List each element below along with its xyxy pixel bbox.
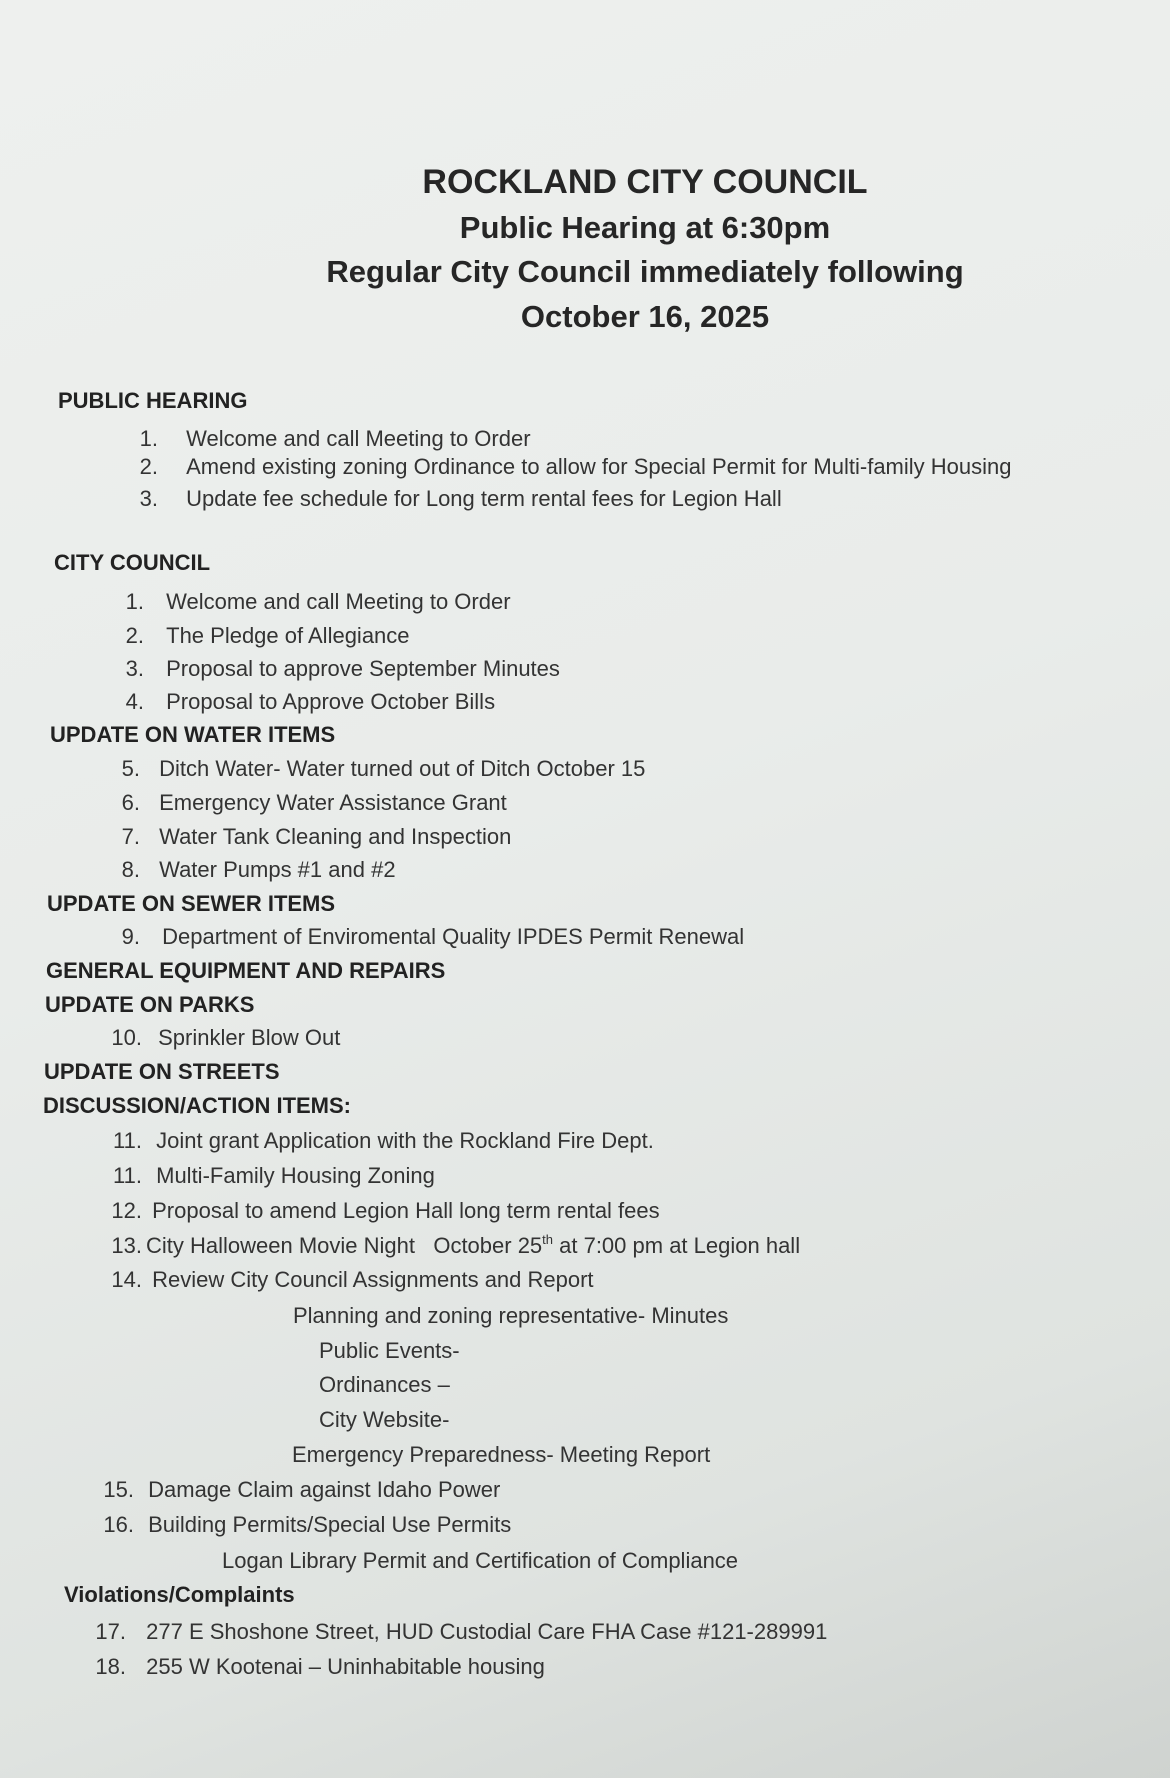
item-number: 12.	[111, 1198, 142, 1223]
list-item	[118, 589, 511, 615]
item-number: 4.	[125, 689, 144, 714]
assignment-line: City Website-	[319, 1407, 450, 1432]
council-title: ROCKLAND CITY COUNCIL	[422, 163, 868, 201]
list-item	[132, 486, 782, 512]
item-text: Proposal to amend Legion Hall long term rental fees	[152, 1198, 660, 1223]
item-number: 2.	[139, 454, 158, 479]
list-item	[114, 824, 511, 850]
item-number: 10.	[111, 1025, 142, 1050]
ordinal-superscript: th	[542, 1232, 554, 1247]
regular-meeting-note: Regular City Council immediately following	[326, 254, 964, 289]
item-number: 9.	[121, 924, 140, 949]
section-heading-streets: UPDATE ON STREETS	[44, 1059, 280, 1084]
item-text: Damage Claim against Idaho Power	[148, 1477, 501, 1502]
list-item	[114, 756, 645, 782]
item-text: Update fee schedule for Long term rental fees for Legion Hall	[186, 486, 782, 511]
assignment-line: Emergency Preparedness- Meeting Report	[292, 1442, 711, 1467]
section-heading-equipment: GENERAL EQUIPMENT AND REPAIRS	[46, 958, 446, 983]
item-text-continued: at 7:00 pm at Legion hall	[553, 1233, 801, 1258]
item-text: Emergency Water Assistance Grant	[159, 790, 507, 815]
item-text: 255 W Kootenai – Uninhabitable housing	[146, 1654, 545, 1679]
list-item	[118, 656, 560, 682]
item-number: 13.	[111, 1233, 142, 1258]
item-number: 14.	[111, 1267, 142, 1292]
item-text: Sprinkler Blow Out	[158, 1025, 341, 1050]
item-number: 2.	[125, 623, 144, 648]
hearing-time: Public Hearing at 6:30pm	[459, 210, 831, 245]
list-item	[96, 1512, 511, 1538]
list-item	[114, 924, 744, 950]
item-number: 3.	[139, 486, 158, 511]
item-number: 5.	[121, 756, 140, 781]
list-item	[96, 1477, 500, 1503]
item-text: Building Permits/Special Use Permits	[148, 1512, 512, 1537]
item-text: The Pledge of Allegiance	[166, 623, 410, 648]
section-heading-violations: Violations/Complaints	[64, 1582, 295, 1607]
item-number: 15.	[103, 1477, 134, 1502]
list-item	[118, 623, 410, 649]
item-text: Department of Enviromental Quality IPDES Permit Renewal	[162, 924, 745, 949]
item-number: 16.	[103, 1512, 134, 1537]
section-heading-public-hearing: PUBLIC HEARING	[58, 388, 248, 413]
item-number: 6.	[121, 790, 140, 815]
item-text: Welcome and call Meeting to Order	[166, 589, 511, 614]
section-heading-sewer: UPDATE ON SEWER ITEMS	[47, 891, 336, 916]
item-text: Ditch Water- Water turned out of Ditch October 15	[159, 756, 646, 781]
item-text: City Halloween Movie Night October 25	[146, 1233, 543, 1258]
section-heading-parks: UPDATE ON PARKS	[45, 992, 255, 1017]
list-item	[132, 454, 1011, 480]
assignment-line: Ordinances –	[319, 1372, 450, 1397]
item-number: 3.	[125, 656, 144, 681]
list-item	[88, 1619, 827, 1645]
item-text: Welcome and call Meeting to Order	[186, 426, 531, 451]
item-text: 277 E Shoshone Street, HUD Custodial Care FHA Case #121-289991	[146, 1619, 828, 1644]
item-number: 1.	[125, 589, 144, 614]
list-item	[104, 1163, 435, 1189]
item-number: 1.	[139, 426, 158, 451]
item-number: 17.	[95, 1619, 126, 1644]
list-item	[104, 1232, 800, 1259]
item-number: 7.	[121, 824, 140, 849]
list-item	[132, 426, 531, 452]
item-number: 18.	[95, 1654, 126, 1679]
list-item	[114, 790, 507, 816]
item-text: Proposal to Approve October Bills	[166, 689, 496, 714]
section-heading-city-council: CITY COUNCIL	[54, 550, 211, 575]
list-item	[104, 1198, 660, 1224]
meeting-date: October 16, 2025	[520, 299, 770, 334]
item-text: Proposal to approve September Minutes	[166, 656, 560, 681]
list-item	[104, 1267, 594, 1293]
section-heading-water: UPDATE ON WATER ITEMS	[50, 722, 336, 747]
list-item	[118, 689, 495, 715]
item-text: Amend existing zoning Ordinance to allow for Special Permit for Multi-family Housing	[186, 454, 1012, 479]
item-text: Water Tank Cleaning and Inspection	[159, 824, 512, 849]
item-number: 8.	[121, 857, 140, 882]
permit-note: Logan Library Permit and Certification of Compliance	[222, 1548, 739, 1573]
item-text: Review City Council Assignments and Report	[152, 1267, 594, 1292]
list-item	[104, 1025, 340, 1051]
item-number: 11.	[113, 1128, 142, 1153]
list-item	[88, 1654, 545, 1680]
item-text: Joint grant Application with the Rockland Fire Dept.	[156, 1128, 654, 1153]
section-heading-discussion: DISCUSSION/ACTION ITEMS:	[43, 1093, 352, 1118]
item-text: Multi-Family Housing Zoning	[156, 1163, 435, 1188]
list-item	[114, 857, 396, 883]
assignment-line: Planning and zoning representative- Minutes	[293, 1303, 729, 1328]
item-number: 11.	[113, 1163, 142, 1188]
list-item	[104, 1128, 654, 1154]
item-text: Water Pumps #1 and #2	[159, 857, 396, 882]
assignment-line: Public Events-	[319, 1338, 460, 1363]
